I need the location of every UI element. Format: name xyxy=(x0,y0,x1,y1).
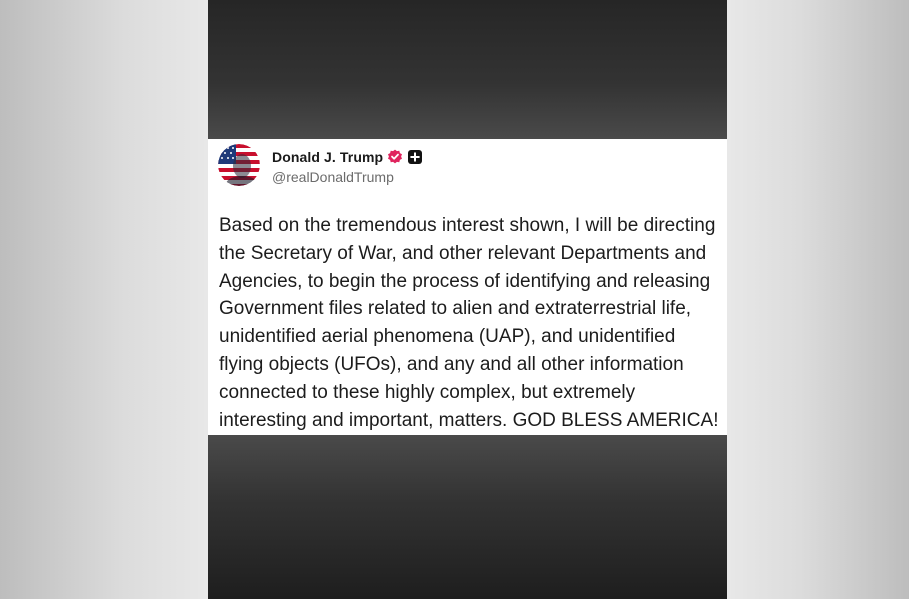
display-name-row xyxy=(272,147,422,167)
verified-check-icon xyxy=(387,149,403,165)
top-dark-band xyxy=(208,0,727,139)
profile-avatar-icon[interactable] xyxy=(218,144,260,186)
user-handle[interactable]: @realDonaldTrump xyxy=(272,169,394,185)
avatar-image xyxy=(218,144,260,186)
post-card xyxy=(208,139,727,435)
plus-badge-icon xyxy=(408,150,422,164)
display-name[interactable]: Donald J. Trump xyxy=(272,149,384,165)
screenshot-frame xyxy=(208,0,727,599)
bottom-dark-band xyxy=(208,435,727,599)
right-backdrop xyxy=(727,0,909,599)
post-body-text: Based on the tremendous interest shown, I will be directing the Secretary of War, and other relevant Departments and Agencies, to begin the process of identifying and releasing Government files related to alien and extraterrestrial life, unidentified aerial phenomena (UAP), and unidentified flying objects (UFOs), and any and all other information connected to these highly complex, but extremely interesting and important, matters. GOD BLESS AMERICA! xyxy=(219,215,719,431)
left-backdrop xyxy=(0,0,208,599)
